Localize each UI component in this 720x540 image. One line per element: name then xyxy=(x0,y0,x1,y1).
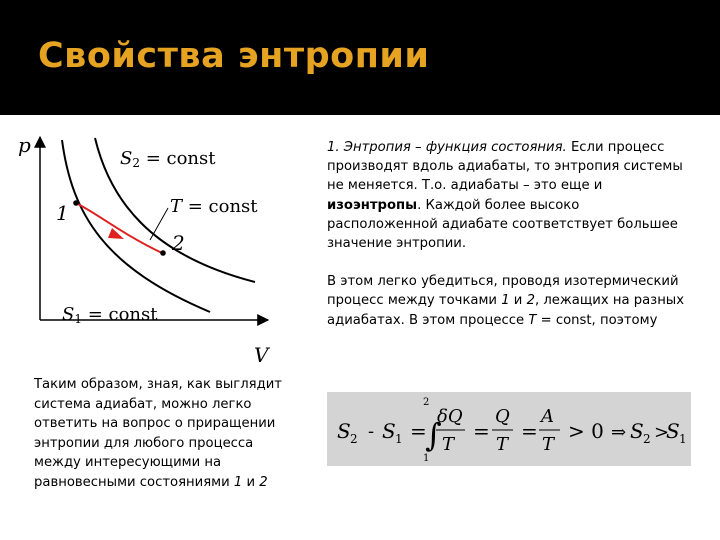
svg-text:S: S xyxy=(630,419,644,443)
s2-const-label: S2 = const xyxy=(120,148,216,170)
svg-text:⇒: ⇒ xyxy=(611,422,627,443)
svg-text:T: T xyxy=(496,434,509,455)
svg-text:1: 1 xyxy=(679,432,687,446)
slide-title: Свойства энтропии xyxy=(38,36,430,76)
svg-text:S: S xyxy=(666,419,680,443)
svg-text:Q: Q xyxy=(495,406,510,427)
point-2-dot xyxy=(160,250,166,256)
paragraph-entropy-state: 1. Энтропия – функция состояния. Если процесс производят вдоль адиабаты, то энтропия системы не меняется. Т.о. адиабаты – это еще и изоэнтропы. Каждой более высоко расположенной адиабате соответствует большее значение энтропии. xyxy=(327,140,683,252)
svg-text:S: S xyxy=(337,419,351,443)
svg-text:2: 2 xyxy=(423,397,430,408)
svg-text:> 0: > 0 xyxy=(568,419,604,443)
t-const-pointer xyxy=(150,208,168,240)
conclusion-text: Таким образом, зная, как выглядит система адиабат, можно легко ответить на вопрос о приращении энтропии для любого процесса между интересующими на равновесными состояниями 1 и 2 xyxy=(34,377,282,490)
axis-p-label: p xyxy=(18,133,31,157)
svg-text:1: 1 xyxy=(395,432,403,446)
svg-text:=: = xyxy=(521,419,538,443)
t-const-label: T = const xyxy=(170,196,258,217)
svg-text:δQ: δQ xyxy=(437,406,463,427)
axis-v-label: V xyxy=(254,343,269,367)
entropy-formula-box xyxy=(327,392,691,466)
svg-text:∫: ∫ xyxy=(425,416,442,454)
svg-text:1: 1 xyxy=(423,453,430,464)
pv-diagram xyxy=(0,118,320,373)
entropy-formula xyxy=(327,392,691,466)
svg-text:=: = xyxy=(473,419,490,443)
s1-const-label: S1 = const xyxy=(62,304,158,326)
point-1-dot xyxy=(73,200,79,206)
svg-text:T: T xyxy=(442,434,455,455)
svg-text:>: > xyxy=(654,422,670,443)
explanation-text xyxy=(327,138,687,330)
point-2-label: 2 xyxy=(172,231,185,255)
svg-text:=: = xyxy=(410,419,427,443)
svg-text:2: 2 xyxy=(643,432,651,446)
svg-text:A: A xyxy=(541,406,554,427)
point-1-label: 1 xyxy=(56,201,69,225)
svg-text:T: T xyxy=(542,434,555,455)
svg-text:S: S xyxy=(382,419,396,443)
paragraph-isotherm: В этом легко убедиться, проводя изотермический процесс между точками 1 и 2, лежащих на разных адиабатах. В этом процессе T = const, поэтому xyxy=(327,274,685,328)
svg-text:2: 2 xyxy=(350,432,358,446)
svg-text:-: - xyxy=(368,421,375,442)
isotherm-line xyxy=(76,203,162,253)
